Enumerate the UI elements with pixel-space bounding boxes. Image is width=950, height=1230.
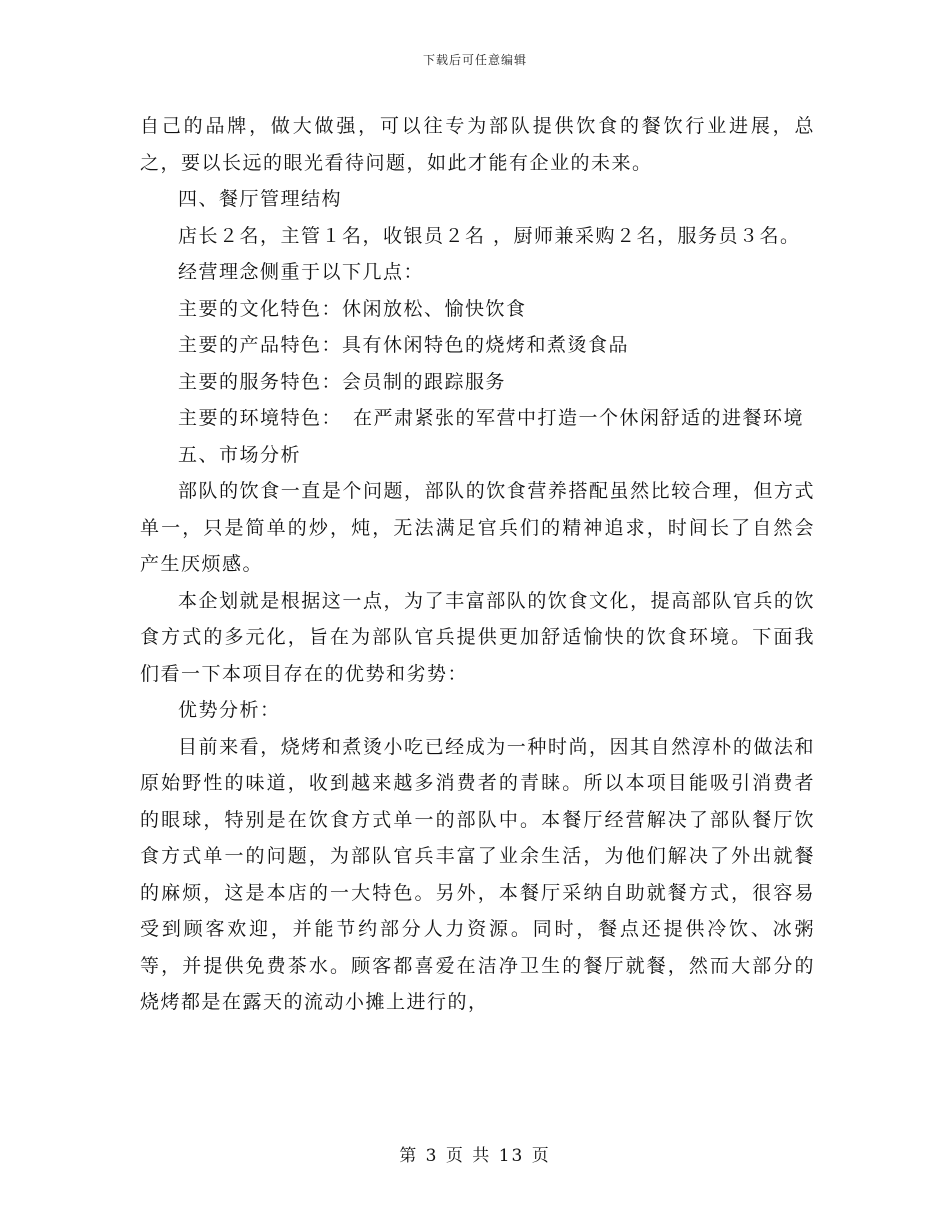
paragraph: 部队的饮食一直是个问题，部队的饮食营养搭配虽然比较合理，但方式单一，只是简单的炒，炖，无法满足官兵们的精神追求，时间长了自然会产生厌烦感。 [140,480,815,575]
paragraph: 自己的品牌，做大做强，可以往专为部队提供饮食的餐饮行业进展，总之，要以长远的眼光看待问题，如此才能有企业的未来。 [140,115,815,174]
list-item: 主要的服务特色：会员制的跟踪服务 [178,370,507,393]
list-item: 主要的文化特色：休闲放松、愉快饮食 [178,297,527,320]
section-heading-management: 四、餐厅管理结构 [178,188,343,210]
list-item: 主要的产品特色：具有休闲特色的烧烤和煮烫食品 [178,334,630,356]
list-item: 主要的环境特色： 在严肃紧张的军营中打造一个休闲舒适的进餐环境 [178,407,805,429]
document-body [140,108,815,1021]
section-heading-market: 五、市场分析 [178,443,302,466]
paragraph: 目前来看，烧烤和煮烫小吃已经成为一种时尚，因其自然淳朴的做法和原始野性的味道，收到越来越多消费者的青睐。所以本项目能吸引消费者的眼球，特别是在饮食方式单一的部队中。本餐厅经营解决了部队餐厅饮食方式单一的问题，为部队官兵丰富了业余生活，为他们解决了外出就餐的麻烦，这是本店的一大特色。另外，本餐厅采纳自助就餐方式，很容易受到顾客欢迎，并能节约部分人力资源。同时，餐点还提供冷饮、冰粥等，并提供免费茶水。顾客都喜爱在洁净卫生的餐厅就餐，然而大部分的烧烤都是在露天的流动小摊上进行的， [140,735,815,1013]
paragraph: 店长２名，主管１名，收银员２名 ，厨师兼采购２名，服务员３名。 [178,224,801,247]
page-header: 下载后可任意编辑 [422,53,527,67]
page-footer: 第 3 页 共 13 页 [399,1146,551,1166]
paragraph: 经营理念侧重于以下几点： [178,261,425,283]
paragraph: 本企划就是根据这一点，为了丰富部队的饮食文化，提高部队官兵的饮食方式的多元化，旨在为部队官兵提供更加舒适愉快的饮食环境。下面我们看一下本项目存在的优势和劣势： [140,589,815,685]
subheading-advantages: 优势分析： [178,699,281,721]
